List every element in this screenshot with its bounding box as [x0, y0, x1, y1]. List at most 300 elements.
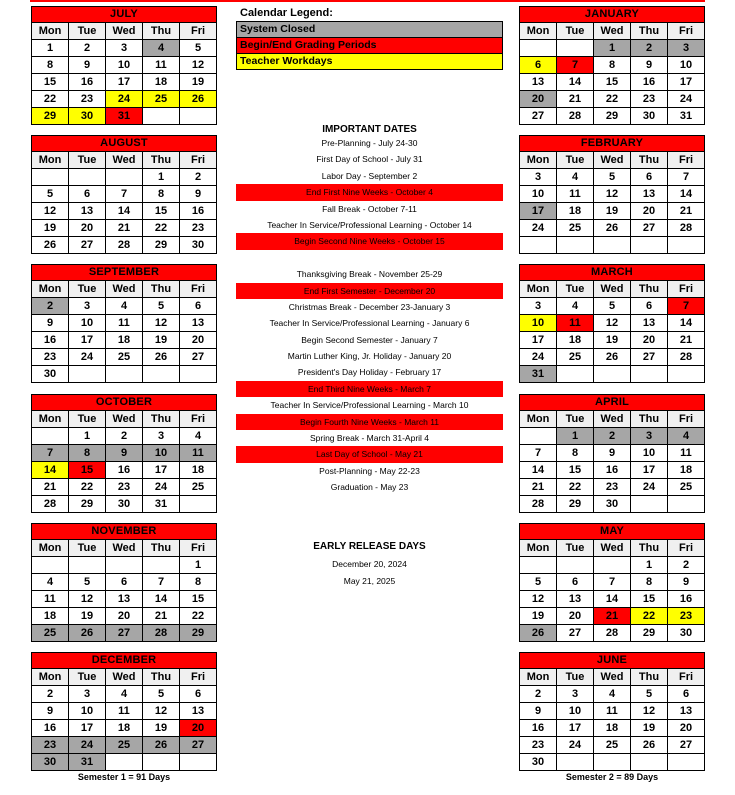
weekday-header: Fri [180, 281, 217, 298]
week-row [520, 720, 705, 737]
day-cell: 20 [180, 720, 217, 737]
day-cell: 4 [557, 298, 594, 315]
month-may [519, 523, 705, 642]
day-cell: 30 [668, 625, 705, 642]
day-cell: 19 [32, 220, 69, 237]
week-row [32, 40, 217, 57]
day-cell: 3 [557, 686, 594, 703]
weekday-header: Tue [557, 281, 594, 298]
day-cell: 3 [631, 428, 668, 445]
week-row [520, 428, 705, 445]
day-cell: 21 [520, 479, 557, 496]
day-cell: 22 [180, 608, 217, 625]
day-cell: 25 [594, 737, 631, 754]
week-row [32, 298, 217, 315]
empty-cell [631, 366, 668, 383]
week-row [32, 203, 217, 220]
legend-title: Calendar Legend: [240, 7, 333, 19]
week-row [520, 57, 705, 74]
week-row [520, 298, 705, 315]
weekday-header: Fri [668, 281, 705, 298]
month-name: MAY [520, 524, 705, 540]
day-cell: 17 [106, 74, 143, 91]
day-cell: 30 [180, 237, 217, 254]
day-cell: 9 [32, 703, 69, 720]
day-cell: 31 [143, 496, 180, 513]
weekday-header: Tue [69, 540, 106, 557]
legend-teacher-workdays: Teacher Workdays [236, 53, 503, 70]
empty-cell [180, 108, 217, 125]
day-cell: 4 [32, 574, 69, 591]
month-name: FEBRUARY [520, 136, 705, 152]
day-cell: 28 [143, 625, 180, 642]
day-cell: 27 [106, 625, 143, 642]
legend-grading-periods: Begin/End Grading Periods [236, 37, 503, 54]
day-cell: 9 [520, 703, 557, 720]
day-cell: 28 [106, 237, 143, 254]
day-cell: 27 [668, 737, 705, 754]
weekday-header: Fri [180, 669, 217, 686]
day-cell: 12 [143, 315, 180, 332]
day-cell: 1 [180, 557, 217, 574]
day-cell: 2 [32, 298, 69, 315]
day-cell: 22 [69, 479, 106, 496]
day-cell: 2 [520, 686, 557, 703]
weekday-header: Mon [32, 281, 69, 298]
day-cell: 29 [143, 237, 180, 254]
day-cell: 16 [32, 720, 69, 737]
day-cell: 8 [69, 445, 106, 462]
week-row [520, 462, 705, 479]
week-row [32, 169, 217, 186]
weekday-header: Thu [143, 23, 180, 40]
day-cell: 29 [631, 625, 668, 642]
weekday-header: Wed [594, 152, 631, 169]
day-cell: 15 [143, 203, 180, 220]
empty-cell [668, 366, 705, 383]
weekday-header: Wed [106, 540, 143, 557]
day-cell: 21 [143, 608, 180, 625]
day-cell: 25 [32, 625, 69, 642]
day-cell: 16 [180, 203, 217, 220]
day-cell: 28 [668, 349, 705, 366]
month-august [31, 135, 217, 254]
day-cell: 16 [594, 462, 631, 479]
day-cell: 17 [668, 74, 705, 91]
day-cell: 10 [143, 445, 180, 462]
day-cell: 25 [180, 479, 217, 496]
day-cell: 22 [594, 91, 631, 108]
day-cell: 27 [557, 625, 594, 642]
weekday-header: Mon [32, 152, 69, 169]
day-cell: 12 [180, 57, 217, 74]
empty-cell [668, 237, 705, 254]
day-cell: 8 [594, 57, 631, 74]
day-cell: 19 [180, 74, 217, 91]
month-october [31, 394, 217, 513]
weekday-header: Fri [668, 669, 705, 686]
day-cell: 11 [180, 445, 217, 462]
weekday-header: Tue [557, 23, 594, 40]
day-cell: 3 [106, 40, 143, 57]
weekday-header: Tue [557, 411, 594, 428]
day-cell: 18 [180, 462, 217, 479]
day-cell: 10 [69, 315, 106, 332]
week-row [520, 496, 705, 513]
month-name: APRIL [520, 395, 705, 411]
day-cell: 9 [69, 57, 106, 74]
empty-cell [520, 428, 557, 445]
day-cell: 26 [69, 625, 106, 642]
week-row [32, 428, 217, 445]
empty-cell [520, 237, 557, 254]
day-cell: 14 [32, 462, 69, 479]
weekday-header: Wed [594, 540, 631, 557]
semester-2-total: Semester 2 = 89 Days [565, 772, 659, 782]
week-row [32, 574, 217, 591]
empty-cell [557, 237, 594, 254]
day-cell: 23 [631, 91, 668, 108]
important-dates-title: IMPORTANT DATES [322, 124, 417, 135]
day-cell: 6 [180, 686, 217, 703]
day-cell: 11 [557, 186, 594, 203]
week-row [32, 366, 217, 383]
day-cell: 15 [557, 462, 594, 479]
day-cell: 26 [180, 91, 217, 108]
day-cell: 6 [106, 574, 143, 591]
month-name: NOVEMBER [32, 524, 217, 540]
day-cell: 13 [557, 591, 594, 608]
weekday-header: Fri [180, 540, 217, 557]
day-cell: 24 [557, 737, 594, 754]
day-cell: 20 [631, 203, 668, 220]
weekday-header: Tue [69, 411, 106, 428]
week-row [32, 496, 217, 513]
day-cell: 19 [520, 608, 557, 625]
empty-cell [32, 557, 69, 574]
month-july [31, 6, 217, 125]
important-dates-list [236, 135, 503, 496]
day-cell: 26 [594, 220, 631, 237]
day-cell: 27 [520, 108, 557, 125]
empty-cell [106, 557, 143, 574]
day-cell: 9 [631, 57, 668, 74]
day-cell: 24 [69, 737, 106, 754]
day-cell: 20 [557, 608, 594, 625]
day-cell: 15 [631, 591, 668, 608]
day-cell: 2 [668, 557, 705, 574]
day-cell: 2 [594, 428, 631, 445]
day-cell: 14 [594, 591, 631, 608]
day-cell: 24 [520, 220, 557, 237]
weekday-header: Mon [520, 23, 557, 40]
important-date-item: End First Semester - December 20 [236, 283, 503, 299]
day-cell: 14 [668, 186, 705, 203]
day-cell: 14 [520, 462, 557, 479]
day-cell: 30 [69, 108, 106, 125]
weekday-header: Mon [520, 152, 557, 169]
day-cell: 17 [631, 462, 668, 479]
day-cell: 19 [631, 720, 668, 737]
weekday-header: Fri [668, 411, 705, 428]
day-cell: 11 [594, 703, 631, 720]
day-cell: 22 [32, 91, 69, 108]
week-row [520, 625, 705, 642]
weekday-header: Thu [631, 540, 668, 557]
day-cell: 5 [520, 574, 557, 591]
empty-cell [69, 557, 106, 574]
day-cell: 8 [631, 574, 668, 591]
day-cell: 1 [557, 428, 594, 445]
day-cell: 11 [32, 591, 69, 608]
day-cell: 3 [69, 686, 106, 703]
day-cell: 14 [668, 315, 705, 332]
important-date-item: Spring Break - March 31-April 4 [309, 433, 430, 444]
week-row [520, 169, 705, 186]
day-cell: 20 [631, 332, 668, 349]
day-cell: 9 [668, 574, 705, 591]
month-march [519, 264, 705, 383]
day-cell: 6 [557, 574, 594, 591]
empty-cell [106, 754, 143, 771]
weekday-header: Tue [69, 669, 106, 686]
empty-cell [557, 366, 594, 383]
week-row [32, 237, 217, 254]
day-cell: 31 [520, 366, 557, 383]
day-cell: 24 [668, 91, 705, 108]
empty-cell [594, 557, 631, 574]
weekday-header: Fri [668, 23, 705, 40]
weekday-header: Mon [32, 23, 69, 40]
day-cell: 14 [106, 203, 143, 220]
day-cell: 23 [520, 737, 557, 754]
day-cell: 21 [668, 203, 705, 220]
day-cell: 15 [69, 462, 106, 479]
important-date-item: President's Day Holiday - February 17 [297, 367, 442, 378]
day-cell: 6 [520, 57, 557, 74]
day-cell: 18 [557, 203, 594, 220]
month-name: AUGUST [32, 136, 217, 152]
empty-cell [69, 169, 106, 186]
weekday-header: Thu [631, 152, 668, 169]
weekday-header: Mon [520, 411, 557, 428]
day-cell: 5 [32, 186, 69, 203]
day-cell: 12 [594, 186, 631, 203]
week-row [32, 737, 217, 754]
weekday-header: Thu [143, 411, 180, 428]
day-cell: 28 [668, 220, 705, 237]
empty-cell [557, 40, 594, 57]
important-date-item: Post-Planning - May 22-23 [319, 465, 420, 476]
month-name: JANUARY [520, 7, 705, 23]
day-cell: 28 [520, 496, 557, 513]
day-cell: 1 [69, 428, 106, 445]
month-june [519, 652, 705, 771]
weekday-header: Wed [106, 281, 143, 298]
weekday-header: Wed [594, 411, 631, 428]
day-cell: 15 [32, 74, 69, 91]
important-date-item: End First Nine Weeks - October 4 [236, 184, 503, 200]
day-cell: 4 [143, 40, 180, 57]
empty-cell [143, 108, 180, 125]
day-cell: 29 [594, 108, 631, 125]
day-cell: 16 [106, 462, 143, 479]
day-cell: 7 [557, 57, 594, 74]
day-cell: 30 [106, 496, 143, 513]
week-row [32, 315, 217, 332]
important-date-item: First Day of School - July 31 [316, 154, 423, 165]
week-row [32, 686, 217, 703]
empty-cell [631, 237, 668, 254]
important-date-item: Martin Luther King, Jr. Holiday - January 20 [287, 351, 452, 362]
weekday-header: Thu [143, 281, 180, 298]
day-cell: 11 [668, 445, 705, 462]
important-date-item: Christmas Break - December 23-January 3 [288, 301, 451, 312]
day-cell: 29 [557, 496, 594, 513]
day-cell: 28 [557, 108, 594, 125]
weekday-header: Tue [557, 540, 594, 557]
day-cell: 5 [69, 574, 106, 591]
day-cell: 23 [668, 608, 705, 625]
empty-cell [668, 496, 705, 513]
day-cell: 12 [69, 591, 106, 608]
day-cell: 18 [668, 462, 705, 479]
day-cell: 31 [69, 754, 106, 771]
weekday-header: Tue [69, 23, 106, 40]
weekday-header: Mon [520, 669, 557, 686]
day-cell: 8 [32, 57, 69, 74]
week-row [32, 479, 217, 496]
day-cell: 24 [143, 479, 180, 496]
week-row [32, 108, 217, 125]
early-release-section [236, 538, 503, 590]
day-cell: 21 [32, 479, 69, 496]
day-cell: 23 [180, 220, 217, 237]
month-november [31, 523, 217, 642]
day-cell: 6 [631, 169, 668, 186]
important-date-item: End Third Nine Weeks - March 7 [236, 381, 503, 397]
day-cell: 20 [668, 720, 705, 737]
day-cell: 20 [180, 332, 217, 349]
weekday-header: Thu [631, 669, 668, 686]
day-cell: 25 [106, 349, 143, 366]
day-cell: 5 [143, 298, 180, 315]
day-cell: 3 [520, 169, 557, 186]
day-cell: 22 [557, 479, 594, 496]
day-cell: 13 [180, 315, 217, 332]
weekday-header: Tue [557, 669, 594, 686]
month-april [519, 394, 705, 513]
day-cell: 6 [631, 298, 668, 315]
day-cell: 17 [143, 462, 180, 479]
day-cell: 19 [69, 608, 106, 625]
day-cell: 24 [69, 349, 106, 366]
day-cell: 25 [143, 91, 180, 108]
day-cell: 4 [106, 686, 143, 703]
month-september [31, 264, 217, 383]
week-row [32, 754, 217, 771]
week-row [32, 74, 217, 91]
week-row [520, 332, 705, 349]
day-cell: 4 [106, 298, 143, 315]
week-row [520, 315, 705, 332]
day-cell: 7 [668, 169, 705, 186]
week-row [520, 74, 705, 91]
important-date-item: Thanksgiving Break - November 25-29 [296, 269, 443, 280]
weekday-header: Thu [143, 152, 180, 169]
month-name: DECEMBER [32, 653, 217, 669]
day-cell: 23 [594, 479, 631, 496]
day-cell: 21 [668, 332, 705, 349]
day-cell: 20 [520, 91, 557, 108]
day-cell: 8 [143, 186, 180, 203]
weekday-header: Fri [180, 23, 217, 40]
day-cell: 5 [143, 686, 180, 703]
weekday-header: Mon [32, 411, 69, 428]
day-cell: 25 [557, 220, 594, 237]
day-cell: 25 [557, 349, 594, 366]
empty-cell [32, 169, 69, 186]
week-row [520, 591, 705, 608]
day-cell: 17 [520, 203, 557, 220]
day-cell: 11 [106, 703, 143, 720]
empty-cell [557, 754, 594, 771]
weekday-header: Thu [631, 281, 668, 298]
empty-cell [594, 366, 631, 383]
day-cell: 13 [106, 591, 143, 608]
day-cell: 4 [557, 169, 594, 186]
week-row [32, 57, 217, 74]
week-row [32, 608, 217, 625]
weekday-header: Thu [631, 23, 668, 40]
day-cell: 18 [106, 332, 143, 349]
week-row [520, 203, 705, 220]
day-cell: 12 [143, 703, 180, 720]
semester-1-total: Semester 1 = 91 Days [77, 772, 171, 782]
day-cell: 30 [594, 496, 631, 513]
day-cell: 18 [557, 332, 594, 349]
day-cell: 2 [69, 40, 106, 57]
day-cell: 3 [520, 298, 557, 315]
day-cell: 5 [594, 169, 631, 186]
week-row [520, 737, 705, 754]
day-cell: 5 [594, 298, 631, 315]
day-cell: 10 [520, 186, 557, 203]
day-cell: 16 [668, 591, 705, 608]
week-row [520, 366, 705, 383]
day-cell: 4 [668, 428, 705, 445]
day-cell: 10 [106, 57, 143, 74]
calendar-legend [236, 6, 503, 70]
day-cell: 12 [631, 703, 668, 720]
early-release-date: May 21, 2025 [343, 576, 396, 586]
day-cell: 4 [594, 686, 631, 703]
day-cell: 28 [594, 625, 631, 642]
day-cell: 27 [180, 737, 217, 754]
week-row [32, 332, 217, 349]
day-cell: 26 [143, 349, 180, 366]
weekday-header: Fri [180, 152, 217, 169]
month-december [31, 652, 217, 771]
day-cell: 30 [32, 366, 69, 383]
empty-cell [557, 557, 594, 574]
day-cell: 13 [631, 186, 668, 203]
day-cell: 6 [69, 186, 106, 203]
day-cell: 10 [631, 445, 668, 462]
day-cell: 26 [631, 737, 668, 754]
day-cell: 7 [594, 574, 631, 591]
day-cell: 11 [143, 57, 180, 74]
